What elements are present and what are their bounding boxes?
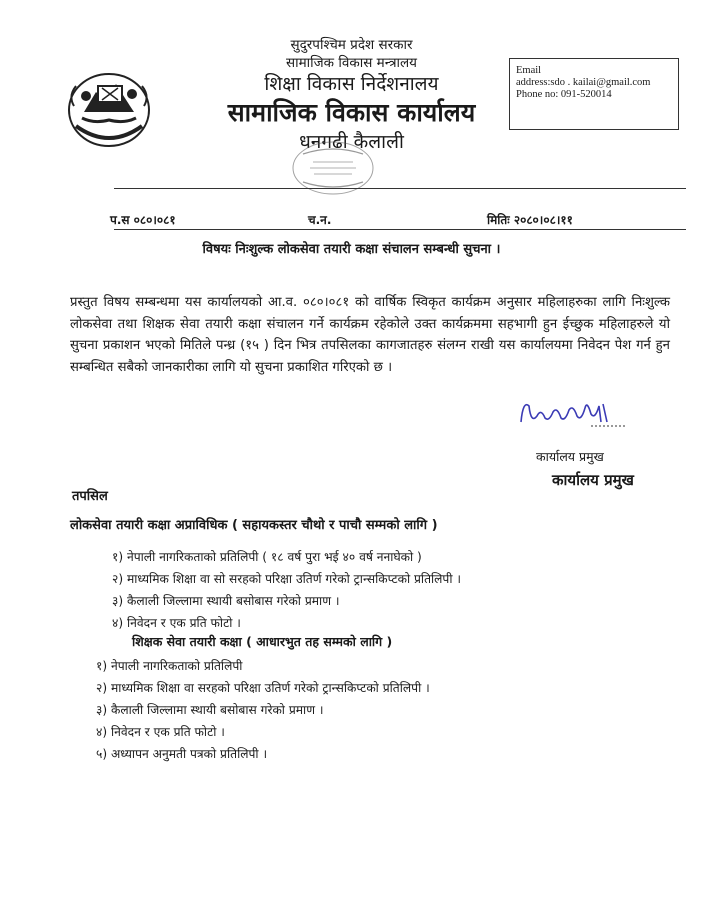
section2-heading: शिक्षक सेवा तयारी कक्षा ( आधारभुत तह सम्मको लागि ) [132,634,393,649]
list-item: ४) निवेदन र एक प्रति फोटो । [96,725,225,739]
section1-heading: लोकसेवा तयारी कक्षा अप्राविधिक ( सहायकस्तर चौथो र पाचौ सम्मको लागि ) [70,518,438,533]
contact-email-label: Email [516,65,542,76]
contact-phone: Phone no: 091-520014 [516,89,612,100]
subject-line: विषयः निःशुल्क लोकसेवा तयारी कक्षा संचालन सम्बन्धी सुचना । [202,242,501,257]
dispatch-number: च.न. [308,213,332,227]
list-item: २) माध्यमिक शिक्षा वा सो सरहको परिक्षा उतिर्ण गरेको ट्रान्सकिप्टको प्रतिलिपी । [112,572,462,586]
signature-icon [517,396,627,432]
notice-body: प्रस्तुत विषय सम्बन्धमा यस कार्यालयको आ.व. ०८०।०८१ को वार्षिक स्विकृत कार्यक्रम अनुसार महिलाहरुका लागि निःशुल्क लोकसेवा तथा शिक्षक सेवा तयारी कक्षा संचालन गर्ने कार्यक्रम रहेकोले उक्त कार्यक्रममा सहभागी हुन ईच्छुक महिलाहरुले यो सुचना प्रकाशन भएको मितिले पन्ध्र (१५ ) दिन भित्र तपसिलका कागजातहरु संलग्न राखी यस कार्यालयमा निवेदन पेश गर्न हुन सम्बन्धित सबैको जानकारीका लागि यो सुचना प्रकाशित गरिएको छ । [70,295,670,375]
list-item: ३) कैलाली जिल्लामा स्थायी बसोबास गरेको प्रमाण । [96,703,324,717]
header-office: सामाजिक विकास कार्यालय [227,98,476,127]
header-ministry: सामाजिक विकास मन्त्रालय [285,55,418,71]
contact-box [509,58,679,130]
signer-title: कार्यालय प्रमुख [536,449,604,464]
list-item: ३) कैलाली जिल्लामा स्थायी बसोबास गरेको प्रमाण । [112,594,340,608]
list-item: २) माध्यमिक शिक्षा वा सरहको परिक्षा उतिर्ण गरेको ट्रान्सकिप्टको प्रतिलिपी । [96,681,430,695]
header-province: सुदुरपश्चिम प्रदेश सरकार [290,37,413,53]
ref-number: प.स ०८०।०८१ [110,213,176,227]
office-stamp-icon [278,138,388,198]
tapsil-heading: तपसिल [72,489,108,504]
header-divider [114,188,686,189]
list-item: १) नेपाली नागरिकताको प्रतिलिपी ( १८ वर्ष पुरा भई ४० वर्ष ननाघेको ) [112,550,422,564]
header-directorate: शिक्षा विकास निर्देशनालय [264,73,439,95]
contact-email: address:sdo . kailai@gmail.com [516,77,651,88]
list-item: ४) निवेदन र एक प्रति फोटो । [112,616,241,630]
list-item: १) नेपाली नागरिकताको प्रतिलिपी [96,659,243,673]
header-location: धनगढी कैलाली [299,131,404,153]
list-item: ५) अध्यापन अनुमती पत्रको प्रतिलिपी । [96,747,268,761]
signer-stamp: कार्यालय प्रमुख [552,471,634,489]
ref-divider [114,229,686,230]
ref-date: मितिः २०८०।०८।११ [487,213,573,227]
